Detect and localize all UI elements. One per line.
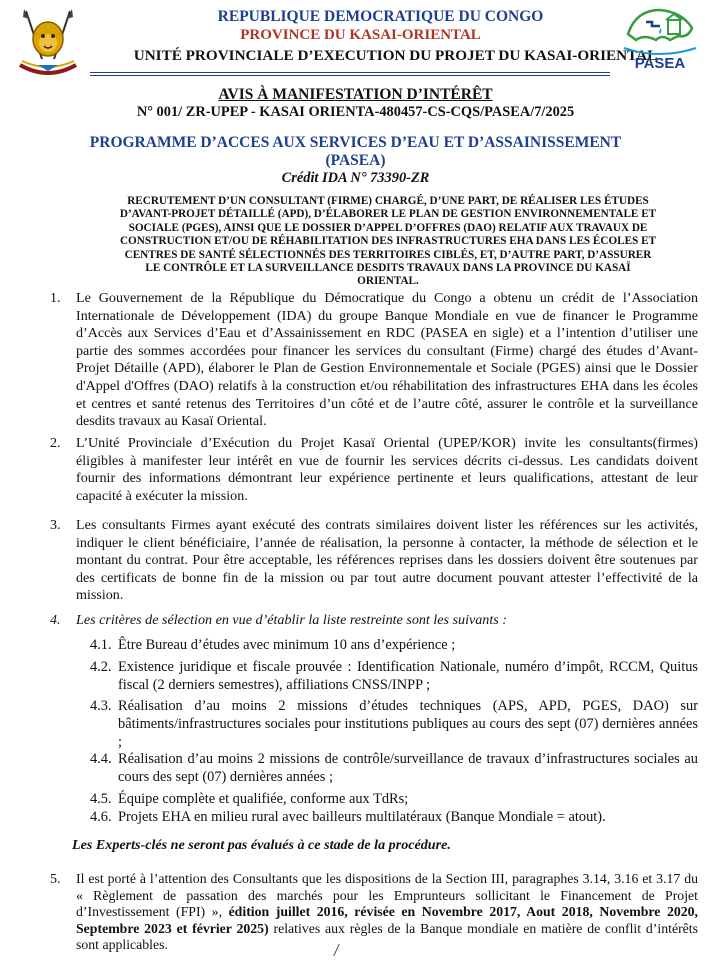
pasea-logo-icon	[618, 4, 702, 76]
notice-title: AVIS À MANIFESTATION D’INTÉRÊT	[218, 86, 493, 103]
criteria-item: Équipe complète et qualifiée, conforme aux TdRs;	[118, 791, 409, 807]
country-name: REPUBLIQUE DEMOCRATIQUE DU CONGO	[217, 8, 544, 25]
experts-note: Les Experts-clés ne seront pas évalués à ce stade de la procédure.	[72, 837, 451, 853]
criteria-item: Réalisation d’au moins 2 missions d’études techniques (APS, APD, PGES, DAO) sur bâtiments/infrastructures sociales pour institutions publiques au cours des sept (07) dernières années ;	[118, 698, 698, 750]
criteria-item: Projets EHA en milieu rural avec bailleurs multilatéraux (Banque Mondiale = atout).	[118, 809, 606, 825]
recruitment-heading: RECRUTEMENT D’UN CONSULTANT (FIRME) CHARGÉ, D’UNE PART, DE RÉALISER LES ÉTUDES D’AVANT-PROJET DÉTAILLÉ (APD), D’ÉLABORER LE PLAN DE GESTION ENVIRONNEMENTALE ET SOCIALE (PGES), AINSI QUE LE DOSSIER D’APPEL D’OFFRES (DAO) RELATIF AUX TRAVAUX DE CONSTRUCTION ET/OU DE RÉHABILITATION DES INFRASTRUCTURES EHA DANS LES ÉCOLES ET CENTRES DE SANTÉ SÉLECTIONNÉS DES TERRITOIRES CIBLÉS, ET, D’AUTRE PART, D’ASSURER LE CONTRÔLE ET LA SURVEILLANCE DESDITS TRAVAUX DANS LA PROVINCE DU KASAÏ ORIENTAL.	[119, 195, 657, 288]
paragraph-4: Les critères de sélection en vue d’établir la liste restreinte sont les suivants :	[76, 612, 507, 628]
criteria-item: Existence juridique et fiscale prouvée : Identification Nationale, numéro d’impôt, RCCM, Quitus fiscal (2 derniers semestres), affiliations CNSS/INPP ;	[118, 659, 698, 693]
letterhead	[0, 0, 711, 82]
province-name: PROVINCE DU KASAI-ORIENTAL	[240, 27, 481, 43]
paragraph-5-edition: édition juillet 2016, révisée en Novembre 2017, Aout 2018, Novembre 2020, Septembre 2023 et février 2025)	[76, 904, 698, 936]
paragraph-number: 2.	[50, 435, 61, 451]
criteria-item: Être Bureau d’études avec minimum 10 ans d’expérience ;	[118, 637, 456, 653]
programme-title-line1: PROGRAMME D’ACCES AUX SERVICES D’EAU ET D’ASSAINISSEMENT	[89, 134, 622, 151]
paragraph-5-text-a: Il est porté à l’attention des Consultants que les dispositions de la Section III, paragraphes 3.14, 3.16 et 3.17 du « Règlement de passation des marchés pour les Emprunteurs sollicitant le Financement de Projet d’Investissement (FPI) »,	[76, 871, 698, 920]
criteria-item: Réalisation d’au moins 2 missions de contrôle/surveillance de travaux d’infrastructures sociales au cours des sept (07) dernières années ;	[118, 751, 698, 785]
paragraph-number: 3.	[50, 517, 61, 533]
paragraph-number: 1.	[50, 290, 61, 306]
paragraph-5	[76, 871, 698, 954]
paragraph-number: 4.	[50, 612, 61, 628]
paragraph-number: 5.	[50, 871, 61, 887]
credit-number: Crédit IDA N° 73390-ZR	[281, 170, 430, 186]
criteria-number: 4.3.	[90, 698, 112, 714]
paragraph-3: Les consultants Firmes ayant exécuté des contrats similaires doivent lister les références sur les activités, indiquer le client bénéficiaire, l’année de réalisation, la personne à contacter, la méthode de sélection et le montant du contrat. Pour être acceptable, les références reprises dans les dossiers doivent être soutenues par des certificats de bonne fin de la mission ou par tout autre document pouvant attester l’effectivité de la mission.	[76, 517, 698, 604]
criteria-number: 4.6.	[90, 809, 112, 825]
criteria-number: 4.2.	[90, 659, 112, 675]
criteria-number: 4.5.	[90, 791, 112, 807]
unit-name: UNITÉ PROVINCIALE D’EXECUTION DU PROJET DU KASAI-ORIENTAL	[133, 47, 658, 64]
paragraph-2: L’Unité Provinciale d’Exécution du Projet Kasaï Oriental (UPEP/KOR) invite les consultants(firmes) éligibles à manifester leur intérêt en vue de fournir les services décrits ci-dessus. Les candidats doivent fournir des informations démontrant leur expérience pertinente et leurs qualifications, attestant de leur capacité à exécuter la mission.	[76, 435, 698, 504]
criteria-number: 4.4.	[90, 751, 112, 767]
header-rule-thin	[90, 75, 610, 76]
header-rule	[90, 72, 610, 73]
notice-reference: N° 001/ ZR-UPEP - KASAI ORIENTA-480457-CS-CQS/PASEA/7/2025	[136, 104, 575, 120]
logo-text: PASEA	[634, 55, 686, 72]
paragraph-5-text-c: relatives aux règles de la Banque mondiale en matière de conflit d’intérêts sont applicables.	[76, 920, 698, 953]
programme-title-line2: (PASEA)	[325, 152, 386, 169]
criteria-number: 4.1.	[90, 637, 112, 653]
paragraph-1: Le Gouvernement de la République du Démocratique du Congo a obtenu un crédit de l’Association Internationale de Développement (IDA) du groupe Banque Mondiale en vue de financer le Programme d’Accès aux Services d’Eau et d’Assainissement en RDC (PASEA en sigle) et a l’intention d’utiliser une partie des sommes accordées pour financer les services du consultant (Firme) chargé des études d’Avant-Projet Détaille (APD), élaborer le Plan de Gestion Environnementale et Sociale (PGES) ainsi que le Dossier d'Appel d'Offres (DAO) relatifs à la construction et/ou réhabilitation des infrastructures EHA dans les écoles et centres et santé retenus des Territoires d’un côté et de l’autre côté, assurer le contrôle et la surveillance desdits travaux au Kasaï Oriental.	[76, 290, 698, 430]
